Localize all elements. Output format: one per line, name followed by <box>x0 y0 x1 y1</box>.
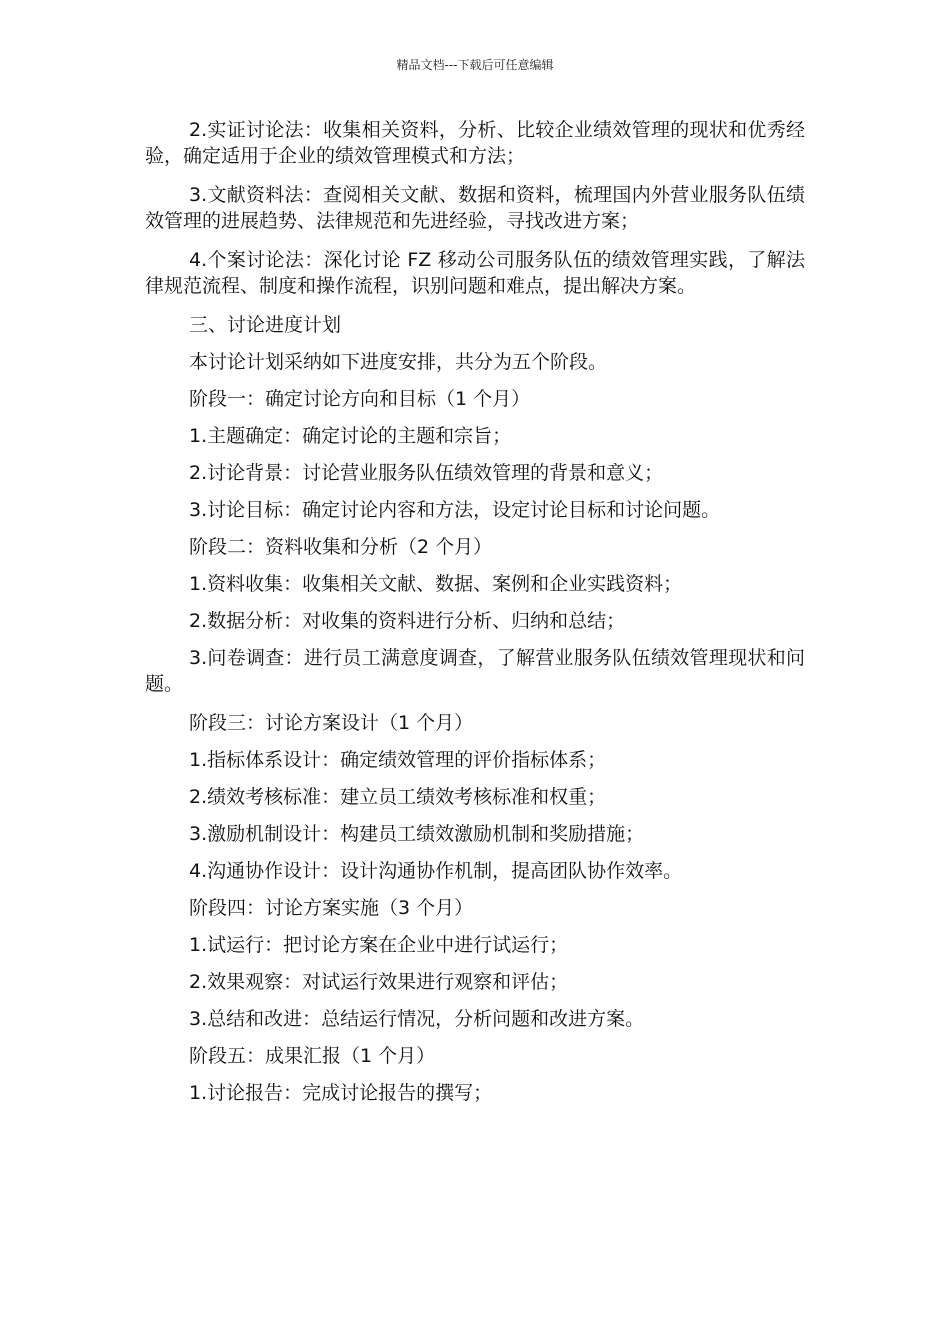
paragraph-empirical-method: 2.实证讨论法：收集相关资料，分析、比较企业绩效管理的现状和优秀经验，确定适用于企业的绩效管理模式和方法； <box>145 119 805 167</box>
list-item: 1.试运行：把讨论方案在企业中进行试运行； <box>189 934 569 956</box>
list-item: 3.总结和改进：总结运行情况，分析问题和改进方案。 <box>189 1008 645 1030</box>
list-item: 1.指标体系设计：确定绩效管理的评价指标体系； <box>189 749 607 771</box>
document-body <box>145 117 805 1117</box>
stage-heading-4: 阶段四：讨论方案实施（3 个月） <box>189 897 474 919</box>
list-item: 3.讨论目标：确定讨论内容和方法，设定讨论目标和讨论问题。 <box>189 499 721 521</box>
paragraph-literature-method: 3.文献资料法：查阅相关文献、数据和资料，梳理国内外营业服务队伍绩效管理的进展趋势、法律规范和先进经验，寻找改进方案； <box>145 184 805 232</box>
stage-heading-5: 阶段五：成果汇报（1 个月） <box>189 1045 436 1067</box>
stage-heading-2: 阶段二：资料收集和分析（2 个月） <box>189 536 493 558</box>
page-header: 精品文档---下载后可任意编辑 <box>396 58 554 72</box>
list-item: 2.绩效考核标准：建立员工绩效考核标准和权重； <box>189 786 607 808</box>
stage-heading-3: 阶段三：讨论方案设计（1 个月） <box>189 712 474 734</box>
paragraph-schedule-intro: 本讨论计划采纳如下进度安排，共分为五个阶段。 <box>189 351 608 373</box>
list-item: 4.沟通协作设计：设计沟通协作机制，提高团队协作效率。 <box>189 860 683 882</box>
list-item: 2.数据分析：对收集的资料进行分析、归纳和总结； <box>189 610 626 632</box>
list-item: 2.效果观察：对试运行效果进行观察和评估； <box>189 971 569 993</box>
paragraph-case-method: 4.个案讨论法：深化讨论 FZ 移动公司服务队伍的绩效管理实践，了解法律规范流程、制度和操作流程，识别问题和难点，提出解决方案。 <box>145 249 805 297</box>
list-item: 1.讨论报告：完成讨论报告的撰写； <box>189 1082 493 1104</box>
list-item: 2.讨论背景：讨论营业服务队伍绩效管理的背景和意义； <box>189 462 664 484</box>
list-item: 3.问卷调查：进行员工满意度调查，了解营业服务队伍绩效管理现状和问题。 <box>145 647 805 695</box>
stage-heading-1: 阶段一：确定讨论方向和目标（1 个月） <box>189 388 531 410</box>
list-item: 1.主题确定：确定讨论的主题和宗旨； <box>189 425 512 447</box>
list-item: 3.激励机制设计：构建员工绩效激励机制和奖励措施； <box>189 823 645 845</box>
section-heading-schedule: 三、讨论进度计划 <box>189 314 342 336</box>
list-item: 1.资料收集：收集相关文献、数据、案例和企业实践资料； <box>189 573 683 595</box>
